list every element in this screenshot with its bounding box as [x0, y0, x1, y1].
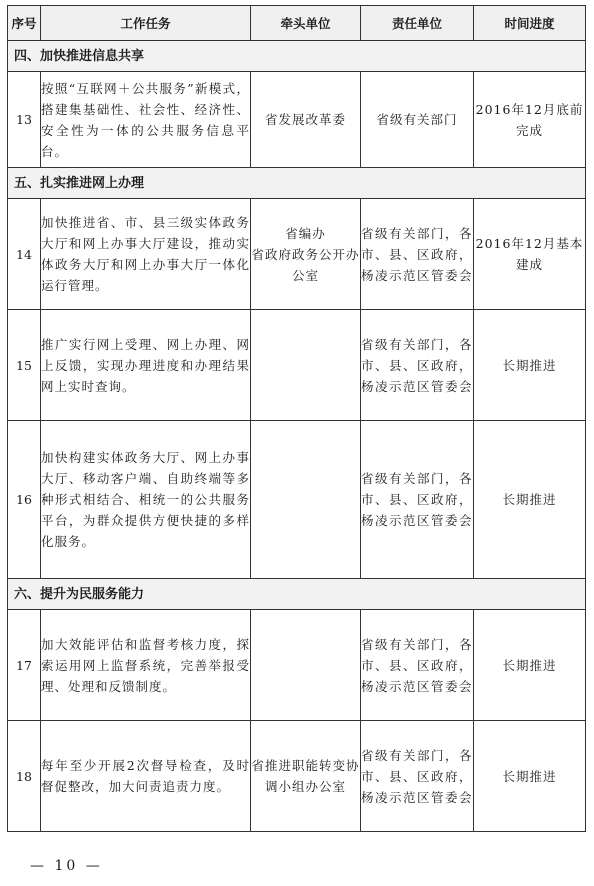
lead-unit-cell: 省发展改革委: [251, 72, 361, 168]
header-lead-unit: 牵头单位: [251, 6, 361, 41]
responsible-unit-cell: 省级有关部门: [361, 72, 474, 168]
responsible-unit-cell: 省级有关部门，各市、县、区政府，杨凌示范区管委会: [361, 310, 474, 421]
header-schedule: 时间进度: [474, 6, 586, 41]
schedule-cell: 2016年12月基本建成: [474, 199, 586, 310]
task-cell: 加大效能评估和监督考核力度，探索运用网上监督系统，完善举报受理、处理和反馈制度。: [41, 610, 251, 721]
responsible-unit-cell: 省级有关部门，各市、县、区政府，杨凌示范区管委会: [361, 421, 474, 579]
task-cell: 加快构建实体政务大厅、网上办事大厅、移动客户端、自助终端等多种形式相结合、相统一的公共服务平台，为群众提供方便快捷的多样化服务。: [41, 421, 251, 579]
section-title: 五、扎实推进网上办理: [8, 168, 586, 199]
lead-unit-cell: [251, 310, 361, 421]
header-responsible-unit: 责任单位: [361, 6, 474, 41]
task-cell: 每年至少开展2次督导检查，及时督促整改，加大问责追责力度。: [41, 721, 251, 832]
lead-unit-cell: [251, 610, 361, 721]
header-task: 工作任务: [41, 6, 251, 41]
schedule-cell: 长期推进: [474, 310, 586, 421]
row-number: 14: [8, 199, 41, 310]
task-cell: 推广实行网上受理、网上办理、网上反馈，实现办理进度和办理结果网上实时查询。: [41, 310, 251, 421]
table-row: [8, 421, 586, 579]
row-number: 16: [8, 421, 41, 579]
section-row: [8, 168, 586, 199]
page-number: — 10 —: [30, 858, 103, 874]
responsible-unit-cell: 省级有关部门，各市、县、区政府，杨凌示范区管委会: [361, 610, 474, 721]
row-number: 17: [8, 610, 41, 721]
schedule-cell: 长期推进: [474, 421, 586, 579]
row-number: 15: [8, 310, 41, 421]
table-row: [8, 199, 586, 310]
section-row: [8, 579, 586, 610]
task-table: [7, 5, 586, 832]
task-cell: 加快推进省、市、县三级实体政务大厅和网上办事大厅建设，推动实体政务大厅和网上办事大厅一体化运行管理。: [41, 199, 251, 310]
task-cell: 按照“互联网＋公共服务”新模式，搭建集基础性、社会性、经济性、安全性为一体的公共服务信息平台。: [41, 72, 251, 168]
header-row: [8, 6, 586, 41]
lead-unit-cell: 省编办 省政府政务公开办公室: [251, 199, 361, 310]
responsible-unit-cell: 省级有关部门，各市、县、区政府，杨凌示范区管委会: [361, 721, 474, 832]
table-row: [8, 72, 586, 168]
section-title: 六、提升为民服务能力: [8, 579, 586, 610]
table-row: [8, 310, 586, 421]
lead-unit-cell: [251, 421, 361, 579]
row-number: 13: [8, 72, 41, 168]
section-title: 四、加快推进信息共享: [8, 41, 586, 72]
schedule-cell: 2016年12月底前完成: [474, 72, 586, 168]
section-row: [8, 41, 586, 72]
header-serial: 序号: [8, 6, 41, 41]
row-number: 18: [8, 721, 41, 832]
schedule-cell: 长期推进: [474, 721, 586, 832]
lead-unit-cell: 省推进职能转变协调小组办公室: [251, 721, 361, 832]
responsible-unit-cell: 省级有关部门，各市、县、区政府，杨凌示范区管委会: [361, 199, 474, 310]
schedule-cell: 长期推进: [474, 610, 586, 721]
table-row: [8, 610, 586, 721]
table-row: [8, 721, 586, 832]
